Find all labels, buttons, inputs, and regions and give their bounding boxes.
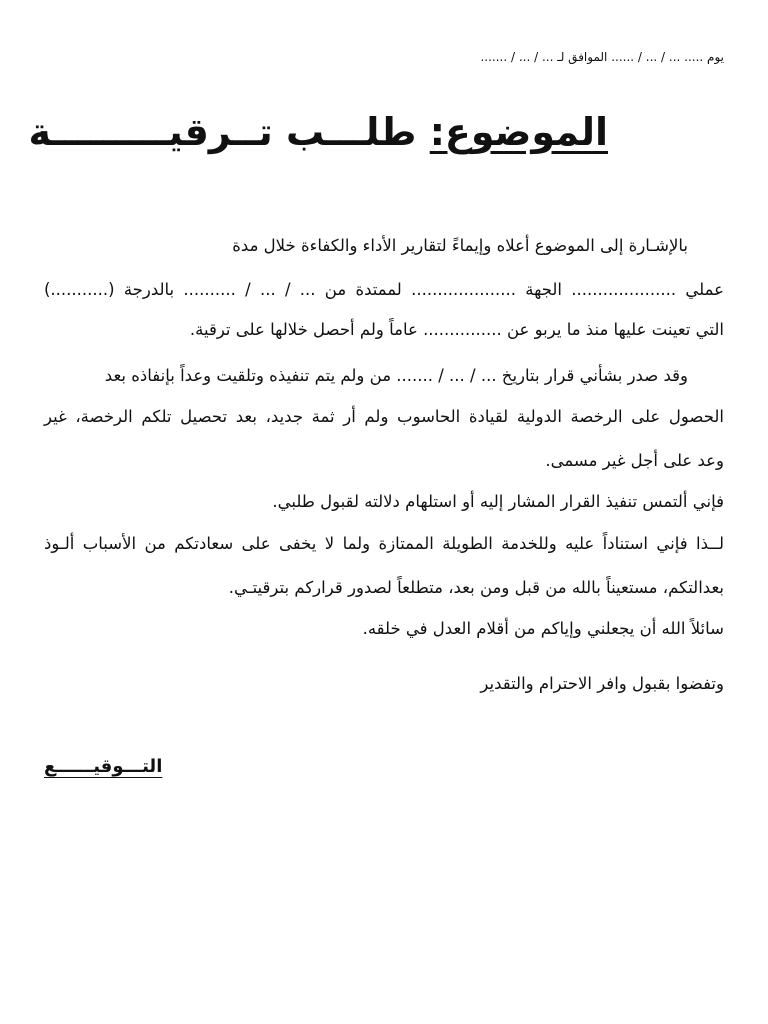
letter-line-1: بالإشـارة إلى الموضوع أعلاه وإيماءً لتقارير الأداء والكفاءة خلال مدة xyxy=(232,236,688,255)
letter-line-2: عملي .................... الجهة .................... لممتدة من ... / ... / .......... بالدرجة (...........) xyxy=(44,280,724,299)
letter-line-6: وعد على أجل غير مسمى. xyxy=(545,451,724,470)
closing-line: وتفضوا بقبول وافر الاحترام والتقدير xyxy=(480,674,724,693)
subject-title: طلـــب تــرقيـــــــــة xyxy=(28,110,417,154)
letter-line-7: فإني ألتمس تنفيذ القرار المشار إليه أو استلهام دلالته لقبول طلبي. xyxy=(272,492,724,511)
letter-line-10: سائلاً الله أن يجعلني وإياكم من أقلام العدل في خلقه. xyxy=(362,619,724,638)
signature-label: التـــوقيــــــع xyxy=(44,756,163,777)
letter-line-5: الحصول على الرخصة الدولية لقيادة الحاسوب ولم أر ثمة جديد، بعد تحصيل تلكم الرخصة، غير xyxy=(44,407,724,426)
letter-line-4: وقد صدر بشأني قرار بتاريخ ... / ... / ....... من ولم يتم تنفيذه وتلقيت وعداً بإنفاذه بعد xyxy=(104,366,688,385)
date-line: يوم ..... ... / ... / ...... الموافق لـ ... / ... / ....... xyxy=(480,50,724,64)
letter-line-8: لــذا فإني استناداً عليه وللخدمة الطويلة الممتازة ولما لا يخفى على سعادتكم من الأسباب ألـوذ xyxy=(44,534,724,553)
subject-heading xyxy=(29,110,608,154)
letter-line-3: التي تعينت عليها منذ ما يربو عن ............... عاماً ولم أحصل خلالها على ترقية. xyxy=(189,320,724,339)
letter-line-9: بعدالتكم، مستعيناً بالله من قبل ومن بعد، متطلعاً لصدور قراركم بترقيتـي. xyxy=(228,578,724,597)
subject-label: الموضوع: xyxy=(429,110,608,154)
